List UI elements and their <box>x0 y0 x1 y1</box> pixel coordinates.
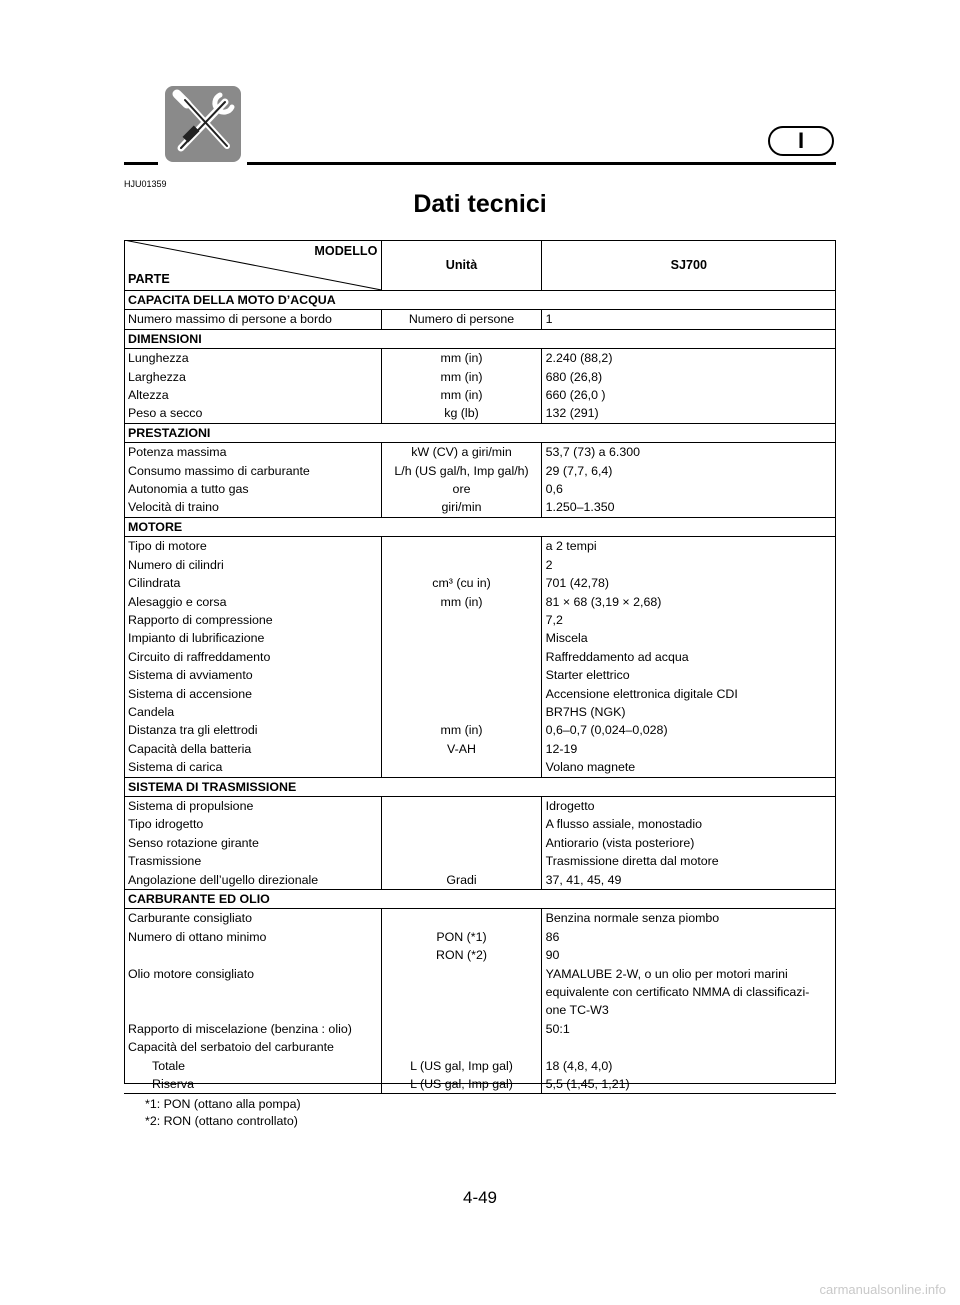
spec-value: 0,6–0,7 (0,024–0,028) <box>545 723 668 738</box>
spec-value: 7,2 <box>545 612 563 627</box>
spec-value: 86 90 <box>545 929 560 963</box>
spec-part: Riserva <box>124 1075 382 1094</box>
table-row <box>124 928 836 965</box>
model-header-label: MODELLO <box>314 244 378 258</box>
spec-part: Peso a secco <box>124 404 382 423</box>
spec-part: Carburante consigliato <box>124 909 382 928</box>
spec-value: Volano magnete <box>545 760 636 775</box>
model-part-header <box>124 240 382 291</box>
spec-unit: mm (in) <box>382 349 541 368</box>
spec-part: Totale <box>124 1057 382 1075</box>
spec-value: YAMALUBE 2-W, o un olio per motori marini equivalente con certificato NMMA di classificazi- one TC-W3 <box>545 966 810 1018</box>
spec-value: 2 <box>545 557 553 572</box>
table-row <box>124 685 836 703</box>
table-row <box>124 703 836 721</box>
table-row <box>124 740 836 758</box>
spec-part: Numero massimo di persone a bordo <box>124 310 382 329</box>
spec-part: Capacità del serbatoio del carburante <box>124 1038 382 1056</box>
spec-part: Potenza massima <box>124 443 382 462</box>
section-row <box>124 423 836 442</box>
spec-part: Lunghezza <box>124 349 382 368</box>
table-row <box>124 443 836 462</box>
spec-unit: giri/min <box>382 498 541 517</box>
spec-value <box>541 1038 836 1056</box>
table-row <box>124 462 836 480</box>
spec-part: Alesaggio e corsa <box>124 593 382 611</box>
spec-table <box>124 240 836 1094</box>
table-row <box>124 498 836 517</box>
spec-unit: mm (in) <box>382 368 541 386</box>
spec-unit: kg (lb) <box>382 404 541 423</box>
part-header-label: PARTE <box>128 271 170 286</box>
table-row <box>124 1075 836 1094</box>
spec-unit <box>382 834 541 852</box>
spec-unit <box>382 1038 541 1056</box>
spec-unit: mm (in) <box>382 386 541 404</box>
section-heading: CAPACITA DELLA MOTO D’ACQUA <box>124 291 836 310</box>
header-rule-right <box>247 162 836 165</box>
model-value-header: SJ700 <box>670 257 708 272</box>
spec-part: Impianto di lubrificazione <box>124 629 382 647</box>
spec-part: Senso rotazione girante <box>124 834 382 852</box>
spec-part: Altezza <box>124 386 382 404</box>
table-row <box>124 965 836 1020</box>
spec-value: 29 (7,7, 6,4) <box>545 463 613 478</box>
spec-value: 37, 41, 45, 49 <box>545 872 622 887</box>
table-row <box>124 909 836 928</box>
footnotes <box>145 1096 301 1130</box>
spec-unit: mm (in) <box>382 593 541 611</box>
table-row <box>124 368 836 386</box>
spec-part: Larghezza <box>124 368 382 386</box>
spec-unit <box>382 758 541 777</box>
section-heading: MOTORE <box>124 517 836 536</box>
table-row <box>124 593 836 611</box>
section-heading: PRESTAZIONI <box>124 423 836 442</box>
section-row <box>124 517 836 536</box>
spec-part: Autonomia a tutto gas <box>124 480 382 498</box>
table-row <box>124 611 836 629</box>
spec-unit <box>382 796 541 815</box>
watermark: carmanualsonline.info <box>819 1282 946 1297</box>
table-row <box>124 648 836 666</box>
section-heading: CARBURANTE ED OLIO <box>124 890 836 909</box>
spec-value: A flusso assiale, monostadio <box>545 817 702 832</box>
spec-part: Sistema di avviamento <box>124 666 382 684</box>
spec-value: 12-19 <box>545 741 578 756</box>
spec-value: a 2 tempi <box>545 539 597 554</box>
section-row <box>124 777 836 796</box>
spec-part: Rapporto di miscelazione (benzina : olio) <box>124 1020 382 1038</box>
page-title: Dati tecnici <box>413 190 547 218</box>
table-row <box>124 629 836 647</box>
spec-part: Velocità di traino <box>124 498 382 517</box>
spec-value: 660 (26,0 ) <box>545 388 606 403</box>
spec-part: Cilindrata <box>124 574 382 592</box>
table-row <box>124 852 836 870</box>
spec-value: Starter elettrico <box>545 668 630 683</box>
spec-value: Accensione elettronica digitale CDI <box>545 686 738 701</box>
table-row <box>124 349 836 368</box>
table-row <box>124 404 836 423</box>
tools-icon <box>165 86 241 162</box>
table-row <box>124 1057 836 1075</box>
table-row <box>124 666 836 684</box>
spec-part: Trasmissione <box>124 852 382 870</box>
spec-value: 0,6 <box>545 482 563 497</box>
spec-part: Candela <box>124 703 382 721</box>
spec-unit: ore <box>382 480 541 498</box>
table-row <box>124 796 836 815</box>
spec-unit <box>382 537 541 556</box>
spec-part: Tipo di motore <box>124 537 382 556</box>
spec-value: Idrogetto <box>545 798 595 813</box>
spec-unit <box>382 815 541 833</box>
spec-unit <box>382 611 541 629</box>
footnote-1: *1: PON (ottano alla pompa) <box>145 1097 301 1111</box>
footnote-2: *2: RON (ottano controllato) <box>145 1114 298 1128</box>
section-row <box>124 291 836 310</box>
spec-value: BR7HS (NGK) <box>545 704 626 719</box>
spec-unit: cm³ (cu in) <box>382 574 541 592</box>
spec-part: Circuito di raffreddamento <box>124 648 382 666</box>
spec-unit: V-AH <box>382 740 541 758</box>
spec-part: Rapporto di compressione <box>124 611 382 629</box>
spec-part: Consumo massimo di carburante <box>124 462 382 480</box>
table-row <box>124 721 836 739</box>
section-row <box>124 890 836 909</box>
spec-unit <box>382 852 541 870</box>
spec-unit: kW (CV) a giri/min <box>382 443 541 462</box>
spec-unit: PON (*1) RON (*2) <box>382 928 541 965</box>
spec-unit <box>382 648 541 666</box>
table-row <box>124 758 836 777</box>
spec-value: 5,5 (1,45, 1,21) <box>541 1075 836 1094</box>
spec-part: Tipo idrogetto <box>124 815 382 833</box>
spec-part: Olio motore consigliato <box>124 965 382 1020</box>
spec-value: Raffreddamento ad acqua <box>545 649 689 664</box>
spec-value: Benzina normale senza piombo <box>545 911 720 926</box>
spec-unit <box>382 629 541 647</box>
spec-unit: L/h (US gal/h, Imp gal/h) <box>382 462 541 480</box>
spec-unit <box>382 703 541 721</box>
table-header-row <box>124 240 836 291</box>
spec-part: Sistema di accensione <box>124 685 382 703</box>
spec-value: Antiorario (vista posteriore) <box>545 835 695 850</box>
header-rule-left <box>124 162 158 165</box>
spec-unit <box>382 965 541 1020</box>
spec-part: Numero di ottano minimo <box>124 928 382 965</box>
spec-value: 81 × 68 (3,19 × 2,68) <box>545 594 662 609</box>
table-row <box>124 480 836 498</box>
spec-part: Capacità della batteria <box>124 740 382 758</box>
spec-unit: Numero di persone <box>382 310 541 329</box>
spec-value: 680 (26,8) <box>545 369 603 384</box>
document-code: HJU01359 <box>124 179 167 189</box>
spec-value: 1.250–1.350 <box>545 500 615 515</box>
spec-unit: Gradi <box>382 871 541 890</box>
unit-header: Unità <box>382 240 541 291</box>
spec-value: 132 (291) <box>545 406 599 421</box>
table-row <box>124 537 836 556</box>
spec-unit <box>382 685 541 703</box>
spec-unit <box>382 556 541 574</box>
spec-unit: L (US gal, Imp gal) <box>382 1057 541 1075</box>
table-row <box>124 310 836 329</box>
spec-part: Angolazione dell’ugello direzionale <box>124 871 382 890</box>
spec-unit: L (US gal, Imp gal) <box>382 1075 541 1094</box>
table-row <box>124 871 836 890</box>
table-row <box>124 1038 836 1056</box>
spec-unit <box>382 909 541 928</box>
page-number: 4-49 <box>462 1188 498 1207</box>
table-row <box>124 1020 836 1038</box>
section-heading: DIMENSIONI <box>124 329 836 348</box>
spec-value: 53,7 (73) a 6.300 <box>545 445 641 460</box>
spec-value: Miscela <box>545 631 588 646</box>
spec-value: 18 (4,8, 4,0) <box>545 1058 613 1073</box>
spec-value: Trasmissione diretta dal motore <box>545 854 719 869</box>
table-row <box>124 386 836 404</box>
table-row <box>124 556 836 574</box>
spec-value: 701 (42,78) <box>545 576 609 591</box>
section-heading: SISTEMA DI TRASMISSIONE <box>124 777 836 796</box>
spec-part: Sistema di carica <box>124 758 382 777</box>
spec-unit: mm (in) <box>382 721 541 739</box>
table-row <box>124 834 836 852</box>
spec-unit <box>382 1020 541 1038</box>
table-row <box>124 574 836 592</box>
table-row <box>124 815 836 833</box>
spec-value: 1 <box>545 312 553 327</box>
spec-part: Sistema di propulsione <box>124 796 382 815</box>
spec-value: 2.240 (88,2) <box>545 351 613 366</box>
language-badge: I <box>768 126 834 156</box>
spec-unit <box>382 666 541 684</box>
section-row <box>124 329 836 348</box>
spec-part: Distanza tra gli elettrodi <box>124 721 382 739</box>
spec-part: Numero di cilindri <box>124 556 382 574</box>
spec-value: 50:1 <box>545 1021 570 1036</box>
